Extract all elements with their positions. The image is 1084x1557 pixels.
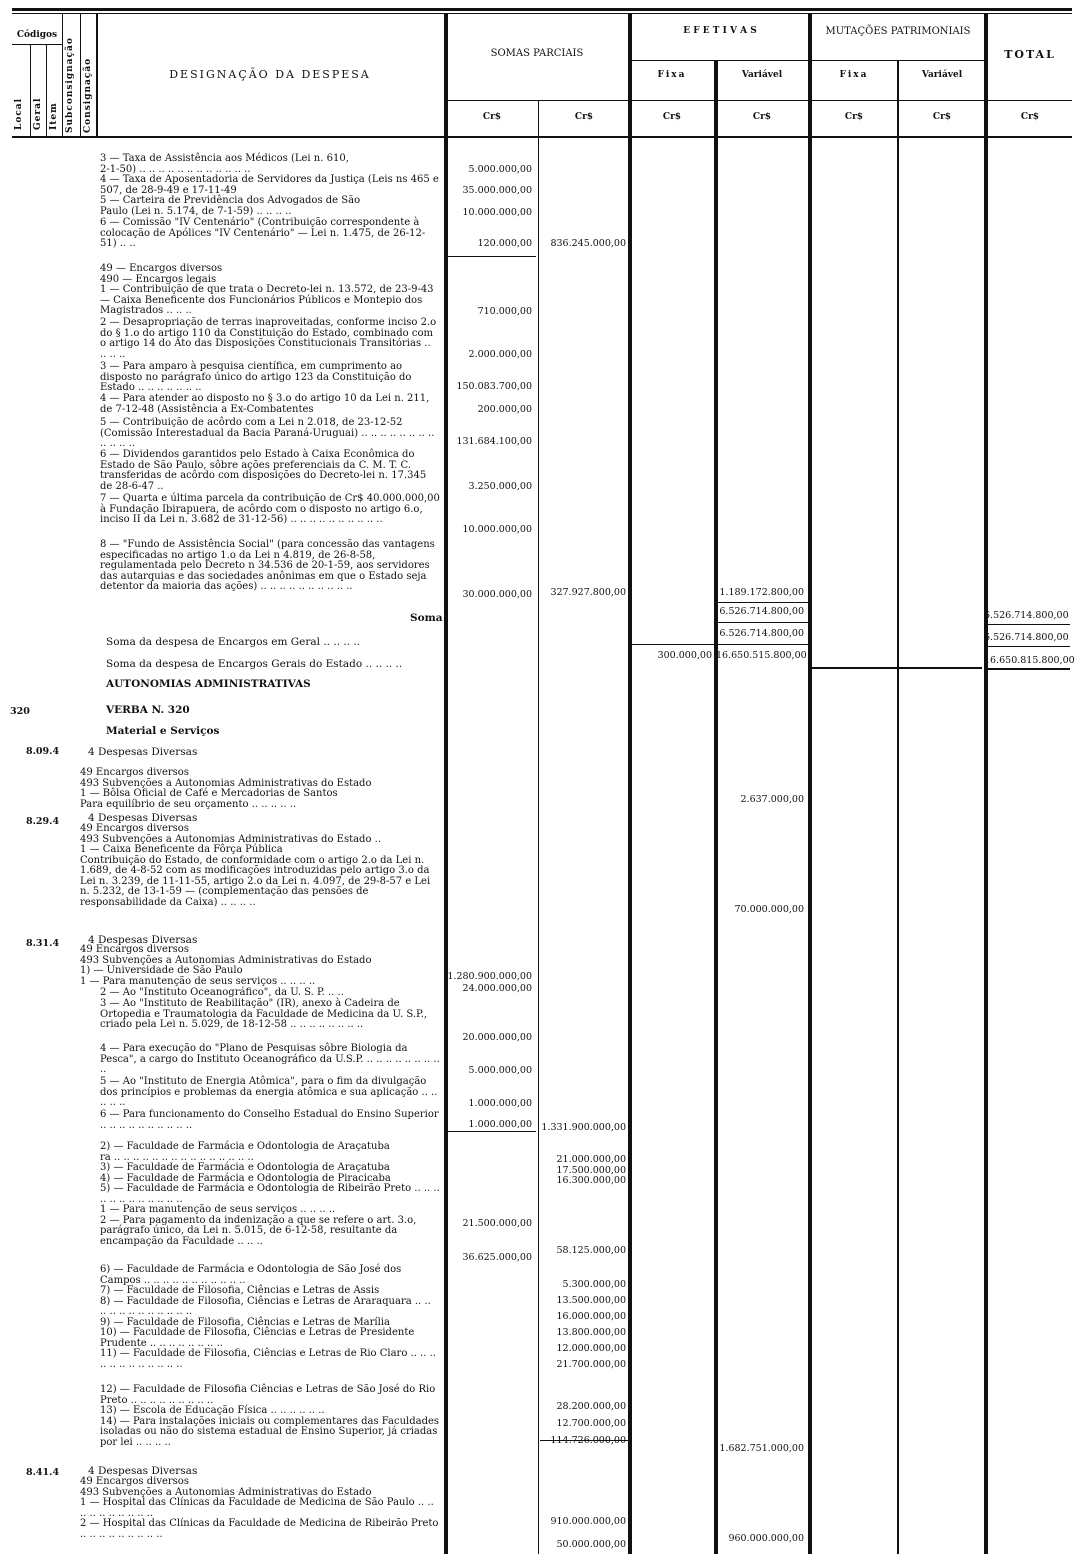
soma-estado-variavel: 16.650.515.800,00: [716, 650, 807, 661]
col-line-total: [984, 14, 988, 1554]
entry-text: 5 — Contribuição de acôrdo com a Lei n 2.018, de 23-12-52 (Comissão Interestadual da Bacia Paraná-Uruguai) .. .. .. .. .. .. .. .. .. .. .. ..: [100, 417, 435, 449]
entry-text: 8 — "Fundo de Assistência Social" (para concessão das vantagens especificadas no artigo 1.o da Lei n 4.819, de 26-8-58, regulamentada pelo Decreto n 34.536 de 20-1-59, aos servidores das autarquias e das sociedades anônimas em que o Estado seja detentor da maioria das ações) .. .. .. .. .. .. .. .. .. ..: [100, 539, 435, 592]
stacked-value: 12.000.000,00: [556, 1343, 626, 1354]
block-code: 8.09.4: [26, 746, 60, 757]
entry-value: 2.000.000,00: [468, 349, 532, 360]
block-item-value: 20.000.000,00: [462, 1032, 532, 1043]
variavel-label: Variável: [741, 70, 783, 80]
entry-value: 30.000.000,00: [462, 589, 532, 600]
block-item-subtotal: [540, 1155, 626, 1187]
efetivas-label: E F E T I V A S: [683, 26, 757, 36]
col-line-desig: [96, 14, 98, 136]
entry-text: 4 — Taxa de Aposentadoria de Servidores da Justiça (Leis ns 465 e 507, de 28-9-49 e 17-11-49: [100, 174, 439, 196]
rule: [986, 668, 1070, 670]
block-code: 8.41.4: [26, 1467, 60, 1478]
soma-estado-fixa: 300.000,00: [657, 650, 712, 661]
block-title: 4 Despesas Diversas: [88, 746, 198, 758]
block-item-text: 6) — Faculdade de Farmácia e Odontologia de São José dos Campos .. .. .. .. .. .. .. .. .. .. .. 7) — Faculdade de Filosofia, Ciências e Letras de Assis 8) — Faculdade de Filosofia, Ciências e Letras de Araraquara .. .. .. .. .. .. .. .. .. .. .. .. 9) — Faculdade de Filosofia, Ciências e Letras de Marília 10) — Faculdade de Filosofia, Ciências e Letras de Presidente Prudente .. .. .. .. .. .. .. .. 11) — Faculdade de Filosofia, Ciências e Letras de Rio Claro .. .. .. .. .. .. .. .. .. .. .. ..: [100, 1264, 436, 1370]
entry-value: 3.250.000,00: [468, 481, 532, 492]
rule: [540, 1440, 628, 1441]
block-item-value: 1.280.900.000,00: [447, 971, 532, 982]
col-line-efetivas: [628, 14, 632, 1554]
rule: [812, 667, 982, 669]
mutacoes-label: MUTAÇÕES PATRIMONIAIS: [825, 26, 971, 37]
rule: [986, 646, 1070, 647]
soma-geral-variavel: 6.526.714.800,00: [719, 628, 804, 639]
block-item-text: 2) — Faculdade de Farmácia e Odontologia de Araçatuba ra .. .. .. .. .. .. .. .. .. .. .. .. .. .. .. 3) — Faculdade de Farmácia e Odontologia de Araçatuba 4) — Faculdade de Farmácia e Odontologia de Piracicaba 5) — Faculdade de Farmácia e Odontologia de Ribeirão Preto .. .. .. .. .. .. .. .. .. .. .. ..: [100, 1141, 440, 1205]
cr-col-4: Cr$: [752, 112, 772, 122]
variavel2-label: Variável: [921, 70, 963, 80]
rule: [716, 622, 808, 623]
block-item-subtotal: [540, 1277, 626, 1373]
stacked-value: 910.000.000,00: [550, 1516, 626, 1527]
entry-variavel: 1.189.172.800,00: [719, 587, 804, 598]
entry-value: 5.000.000,00: [468, 164, 532, 175]
rule: [446, 1131, 536, 1132]
col-line-sub: [62, 14, 63, 136]
entry-text: 6 — Comissão "IV Centenário" (Contribuição correspondente à colocação de Apólices "IV Centenário" — Lei n. 1.475, de 26-12-51) .. ..: [100, 217, 426, 249]
rule: [630, 644, 808, 645]
entry-subtotal: 836.245.000,00: [550, 238, 626, 249]
soma-geral-total: 6.526.714.800,00: [984, 632, 1069, 643]
soma-label: Soma: [410, 612, 443, 624]
entry-text: 3 — Taxa de Assistência aos Médicos (Lei n. 610, 2-1-50) .. .. .. .. .. .. .. .. .. .. .. ..: [100, 153, 349, 175]
material-title: Material e Serviços: [106, 725, 220, 737]
col-line-item: [46, 44, 47, 136]
soma-total: 6.526.714.800,00: [984, 610, 1069, 621]
block-item-text: 49 Encargos diversos 493 Subvenções a Autonomias Administrativas do Estado 1 — Bôlsa Oficial de Café e Mercadorias de Santos Para equilíbrio de seu orçamento .. .. .. .. ..: [80, 767, 372, 810]
entry-text: 5 — Carteira de Previdência dos Advogados de São Paulo (Lei n. 5.174, de 7-1-59) .. .. .. ..: [100, 195, 361, 217]
soma-estado-total: 16.650.815.800,00: [984, 655, 1075, 666]
rule: [716, 602, 808, 603]
verba-title: VERBA N. 320: [106, 704, 190, 716]
col-line-variavel: [714, 60, 718, 1554]
header-bottom-rule: [12, 136, 1072, 138]
stacked-value: 16.000.000,00: [556, 1311, 626, 1322]
entry-value: 120.000,00: [477, 238, 532, 249]
block-item-variavel: 1.682.751.000,00: [719, 1443, 804, 1454]
local-label: Local: [14, 97, 24, 130]
stacked-value: 17.500.000,00: [556, 1164, 626, 1176]
cr-col-5: Cr$: [844, 112, 864, 122]
entry-value: 131.684.100,00: [456, 436, 532, 447]
rule: [986, 624, 1070, 625]
stacked-value: 50.000.000,00: [556, 1539, 626, 1550]
stacked-value: 13.800.000,00: [556, 1327, 626, 1338]
block-item-text: 49 Encargos diversos 493 Subvenções a Autonomias Administrativas do Estado 1) — Universidade de São Paulo 1 — Para manutenção de seus serviços .. .. .. ..: [80, 944, 372, 987]
block-item-text: 6 — Para funcionamento do Conselho Estadual do Ensino Superior .. .. .. .. .. .. .. .. .. ..: [100, 1109, 439, 1131]
cr-col-2: Cr$: [574, 112, 594, 122]
geral-label: Geral: [33, 97, 43, 130]
col-line-somas-mid: [538, 100, 539, 1554]
stacked-value: 36.625.000,00: [462, 1252, 532, 1263]
block-code: 8.29.4: [26, 816, 60, 827]
col-line-geral: [30, 44, 31, 136]
stacked-value: 13.500.000,00: [556, 1295, 626, 1306]
item-label: Item: [49, 102, 59, 130]
entry-value: 35.000.000,00: [462, 185, 532, 196]
cr-col-6: Cr$: [932, 112, 952, 122]
block-item-value: 1.000.000,00: [468, 1119, 532, 1130]
stacked-value: 21.000.000,00: [556, 1154, 626, 1165]
stacked-value: 21.700.000,00: [556, 1359, 626, 1370]
entry-value: 10.000.000,00: [462, 524, 532, 535]
top-rule-2: [12, 13, 1072, 14]
stacked-value: 5.300.000,00: [562, 1279, 626, 1290]
block-item-variavel: 2.637.000,00: [740, 794, 804, 805]
verba-code: 320: [10, 706, 30, 717]
entry-text: 49 — Encargos diversos 490 — Encargos legais 1 — Contribuição de que trata o Decreto-lei n. 13.572, de 23-9-43 — Caixa Beneficente dos Funcionários Públicos e Montepio dos Magistrados .. .. ..: [100, 263, 434, 316]
block-item-value: 24.000.000,00: [462, 983, 532, 994]
codigos-label: Códigos: [16, 30, 58, 40]
entry-text: 4 — Para atender ao disposto no § 3.o do artigo 10 da Lei n. 211, de 7-12-48 (Assistência a Ex-Combatentes: [100, 393, 430, 415]
stacked-value: 28.200.000,00: [556, 1401, 626, 1412]
entry-value: 10.000.000,00: [462, 207, 532, 218]
block-item-subtotal: [540, 1398, 626, 1449]
consignacao-label: Consignação: [83, 57, 93, 133]
fixa2-label: Fixa: [839, 70, 869, 80]
block-item-text: 3 — Ao "Instituto de Reabilitação" (IR), anexo à Cadeira de Ortopedia e Traumatologia da Faculdade de Medicina da U. S.P., criado pela Lei n. 5.029, de 18-12-58 .. .. .. .. .. .. .. ..: [100, 998, 428, 1030]
block-item-subtotal: [540, 1510, 626, 1556]
block-item-subtotal: 1.331.900.000,00: [541, 1122, 626, 1133]
cr-col-7: Cr$: [1020, 112, 1040, 122]
block-item-text: 12) — Faculdade de Filosofia Ciências e Letras de São José do Rio Preto .. .. .. .. .. .. .. .. .. 13) — Escola de Educação Física .. .. .. .. .. .. 14) — Para instalações iniciais ou complementares das Faculdades isoladas ou não do sistema estadual de Ensino Superior, já criadas por lei .. .. .. ..: [100, 1384, 440, 1448]
col-line-cons: [80, 14, 81, 136]
header-cr-rule: [445, 100, 1072, 101]
entry-text: 7 — Quarta e última parcela da contribuição de Cr$ 40.000.000,00 à Fundação Ibirapuera, de acôrdo com o disposto no artigo 6.o, inciso II da Lei n. 3.682 de 31-12-56) .. .. .. .. .. .. .. .. .. ..: [100, 493, 440, 525]
entry-text: 2 — Desapropriação de terras inaproveitadas, conforme inciso 2.o do § 1.o do artigo 110 da Constituição do Estado, combinado com o artigo 14 do Ato das Disposições Constitucionais Transitórias .. .. .. ..: [100, 317, 437, 360]
entry-text: 3 — Para amparo à pesquisa científica, em cumprimento ao disposto no parágrafo único do artigo 123 da Constituição do Estado .. .. .. .. .. .. ..: [100, 361, 412, 393]
block-item-text: 4 — Para execução do "Plano de Pesquisas sôbre Biologia da Pesca", a cargo do Instituto Oceanográfico da U.S.P. .. .. .. .. .. .. .. .. ..: [100, 1043, 440, 1075]
top-rule: [12, 8, 1072, 11]
soma-variavel: 6.526.714.800,00: [719, 606, 804, 617]
block-item-text: 2 — Ao "Instituto Oceanográfico", da U. S. P. .. ..: [100, 987, 344, 998]
block-title: 4 Despesas Diversas: [88, 1465, 198, 1477]
cr-col-1: Cr$: [482, 112, 502, 122]
col-line-mut-var: [897, 60, 899, 1554]
block-item-value: [446, 1207, 532, 1275]
entry-value: 150.083.700,00: [456, 381, 532, 392]
block-title: 4 Despesas Diversas: [88, 812, 198, 824]
total-label: TOTAL: [1004, 48, 1056, 61]
block-item-variavel: 70.000.000,00: [734, 904, 804, 915]
entry-value: 200.000,00: [477, 404, 532, 415]
block-item-subtotal: 58.125.000,00: [556, 1245, 626, 1256]
entry-subtotal: 327.927.800,00: [550, 587, 626, 598]
block-item-value: 5.000.000,00: [468, 1065, 532, 1076]
block-item-text: 5 — Ao "Instituto de Energia Atômica", para o fim da divulgação dos princípios e problemas da energia atômica e sua aplicação .. .. .. .. ..: [100, 1076, 438, 1108]
designacao-label: DESIGNAÇÃO DA DESPESA: [169, 68, 371, 81]
col-line-mutacoes: [808, 14, 812, 1554]
entry-value: 710.000,00: [477, 306, 532, 317]
section-title: AUTONOMIAS ADMINISTRATIVAS: [106, 678, 311, 690]
block-item-value: 1.000.000,00: [468, 1098, 532, 1109]
stacked-value: 16.300.000,00: [556, 1175, 626, 1186]
fixa-label: Fixa: [657, 70, 687, 80]
block-item-text: 1 — Para manutenção de seus serviços .. .. .. .. 2 — Para pagamento da indenização a que se refere o art. 3.o, parágrafo único, da Lei n. 5.015, de 6-12-58, resultante da encampação da Faculdade .. .. ..: [100, 1204, 417, 1247]
entry-text: 6 — Dividendos garantidos pelo Estado à Caixa Econômica do Estado de São Paulo, sôbre ações preferenciais da C. M. T. C. transferidas de acôrdo com disposições do Decreto-lei n. 17.345 de 28-6-47 ..: [100, 449, 427, 492]
cr-col-3: Cr$: [662, 112, 682, 122]
block-title: 4 Despesas Diversas: [88, 934, 198, 946]
block-code: 8.31.4: [26, 938, 60, 949]
soma-estado-label: Soma da despesa de Encargos Gerais do Estado .. .. .. ..: [106, 658, 403, 670]
stacked-value: 12.700.000,00: [556, 1418, 626, 1429]
soma-geral-label: Soma da despesa de Encargos em Geral .. .. .. ..: [106, 636, 361, 648]
block-item-text: 49 Encargos diversos 493 Subvenções a Autonomias Administrativas do Estado .. 1 — Caixa Beneficente da Fôrça Pública Contribuição do Estado, de conformidade com o artigo 2.o da Lei n. 1.689, de 4-8-52 com as modificações introduzidas pelo artigo 3.o da Lei n. 3.239, de 11-11-55, artigo 2.o da Lei n. 4.097, de 29-8-57 e Lei n. 5.232, de 13-1-59 — (complementação das pensões de responsabilidade da Caixa) .. .. .. ..: [80, 823, 431, 908]
subconsignacao-label: Subconsignação: [65, 37, 75, 133]
block-item-text: 49 Encargos diversos 493 Subvenções a Autonomias Administrativas do Estado 1 — Hospital das Clínicas da Faculdade de Medicina de São Paulo .. .. .. .. .. .. .. .. .. .. 2 — Hospital das Clínicas da Faculdade de Medicina de Ribeirão Preto .. .. .. .. .. .. .. .. ..: [80, 1476, 439, 1540]
codigos-rule: [12, 44, 62, 45]
stacked-value: 21.500.000,00: [462, 1218, 532, 1229]
block-item-variavel: 960.000.000,00: [728, 1533, 804, 1544]
somas-parciais-label: SOMAS PARCIAIS: [490, 48, 584, 59]
rule: [446, 256, 536, 257]
